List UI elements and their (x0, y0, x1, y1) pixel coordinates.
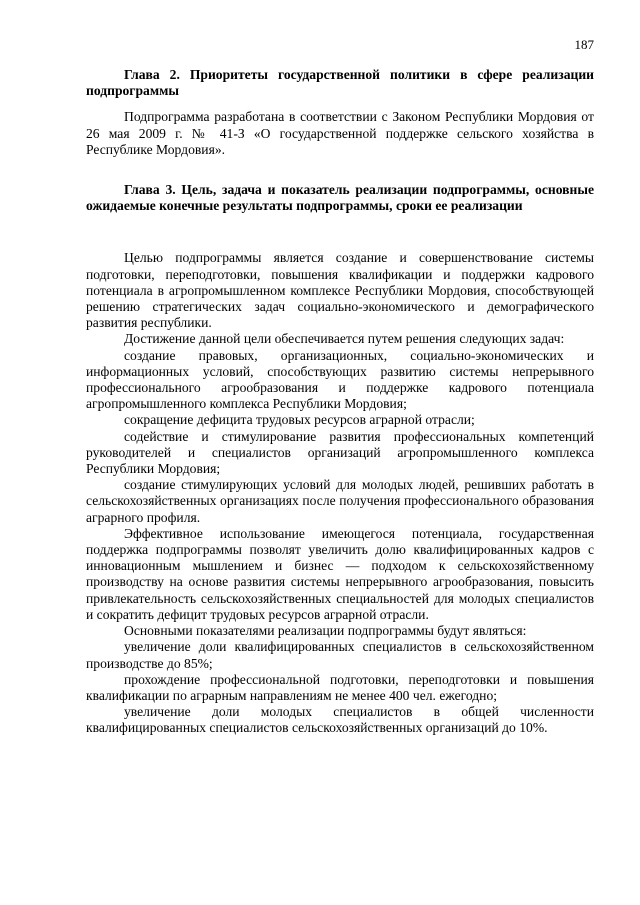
indicators-intro-paragraph: Основными показателями реализации подпрограммы будут являться: (124, 623, 527, 639)
goal-paragraph: Целью подпрограммы является создание и совершенствование системы подготовки, переподготовки, повышения квалификации и поддержки кадрового потенциала в агропромышленном комплексе Республики Мордовия, способствующей решению стратегических задач социально-экономического и демографического развития республики. (86, 250, 594, 331)
chapter-2-paragraph: Подпрограмма разработана в соответствии с Законом Республики Мордовия от 26 мая 2009 г. № 41-З «О государственной поддержке сельского хозяйства в Республике Мордовия». (86, 109, 594, 157)
indicator-item: увеличение доли квалифицированных специалистов в сельскохозяйственном производстве до 85%; (86, 639, 594, 671)
chapter-2-heading: Глава 2. Приоритеты государственной политики в сфере реализации подпрограммы (86, 67, 594, 99)
indicator-item: прохождение профессиональной подготовки, переподготовки и повышения квалификации по аграрным направлениям не менее 400 чел. ежегодно; (86, 671, 594, 703)
page-number: 187 (574, 37, 594, 52)
indicator-item: увеличение доли молодых специалистов в общей численности квалифицированных специалистов сельскохозяйственных организаций до 10%. (86, 704, 594, 736)
task-item: создание правовых, организационных, социально-экономических и информационных условий, способствующих развитию системы непрерывного профессионального агрообразования и поддержке кадрового потенциала агропромышленного комплекса Республики Мордовия; (86, 347, 594, 412)
task-item: сокращение дефицита трудовых ресурсов аграрной отрасли; (124, 412, 475, 428)
task-item: содействие и стимулирование развития профессиональных компетенций руководителей и специалистов организаций агропромышленного комплекса Республики Мордовия; (86, 428, 594, 477)
chapter-3-heading: Глава 3. Цель, задача и показатель реализации подпрограммы, основные ожидаемые конечные результаты подпрограммы, сроки ее реализации (86, 182, 594, 214)
tasks-intro-paragraph: Достижение данной цели обеспечивается путем решения следующих задач: (124, 331, 565, 347)
page-content (86, 67, 594, 737)
task-item: создание стимулирующих условий для молодых людей, решивших работать в сельскохозяйственных организациях после получения профессионального образования аграрного профиля. (86, 477, 594, 525)
expected-results-paragraph: Эффективное использование имеющегося потенциала, государственная поддержка подпрограммы позволят увеличить долю квалифицированных кадров с инновационным мышлением и бизнес — подходом к сельскохозяйственному производству на основе развития системы непрерывного агрообразования, повысить привлекательность сельскохозяйственных специальностей для молодых специалистов и сократить дефицит трудовых ресурсов аграрной отрасли. (86, 525, 594, 622)
